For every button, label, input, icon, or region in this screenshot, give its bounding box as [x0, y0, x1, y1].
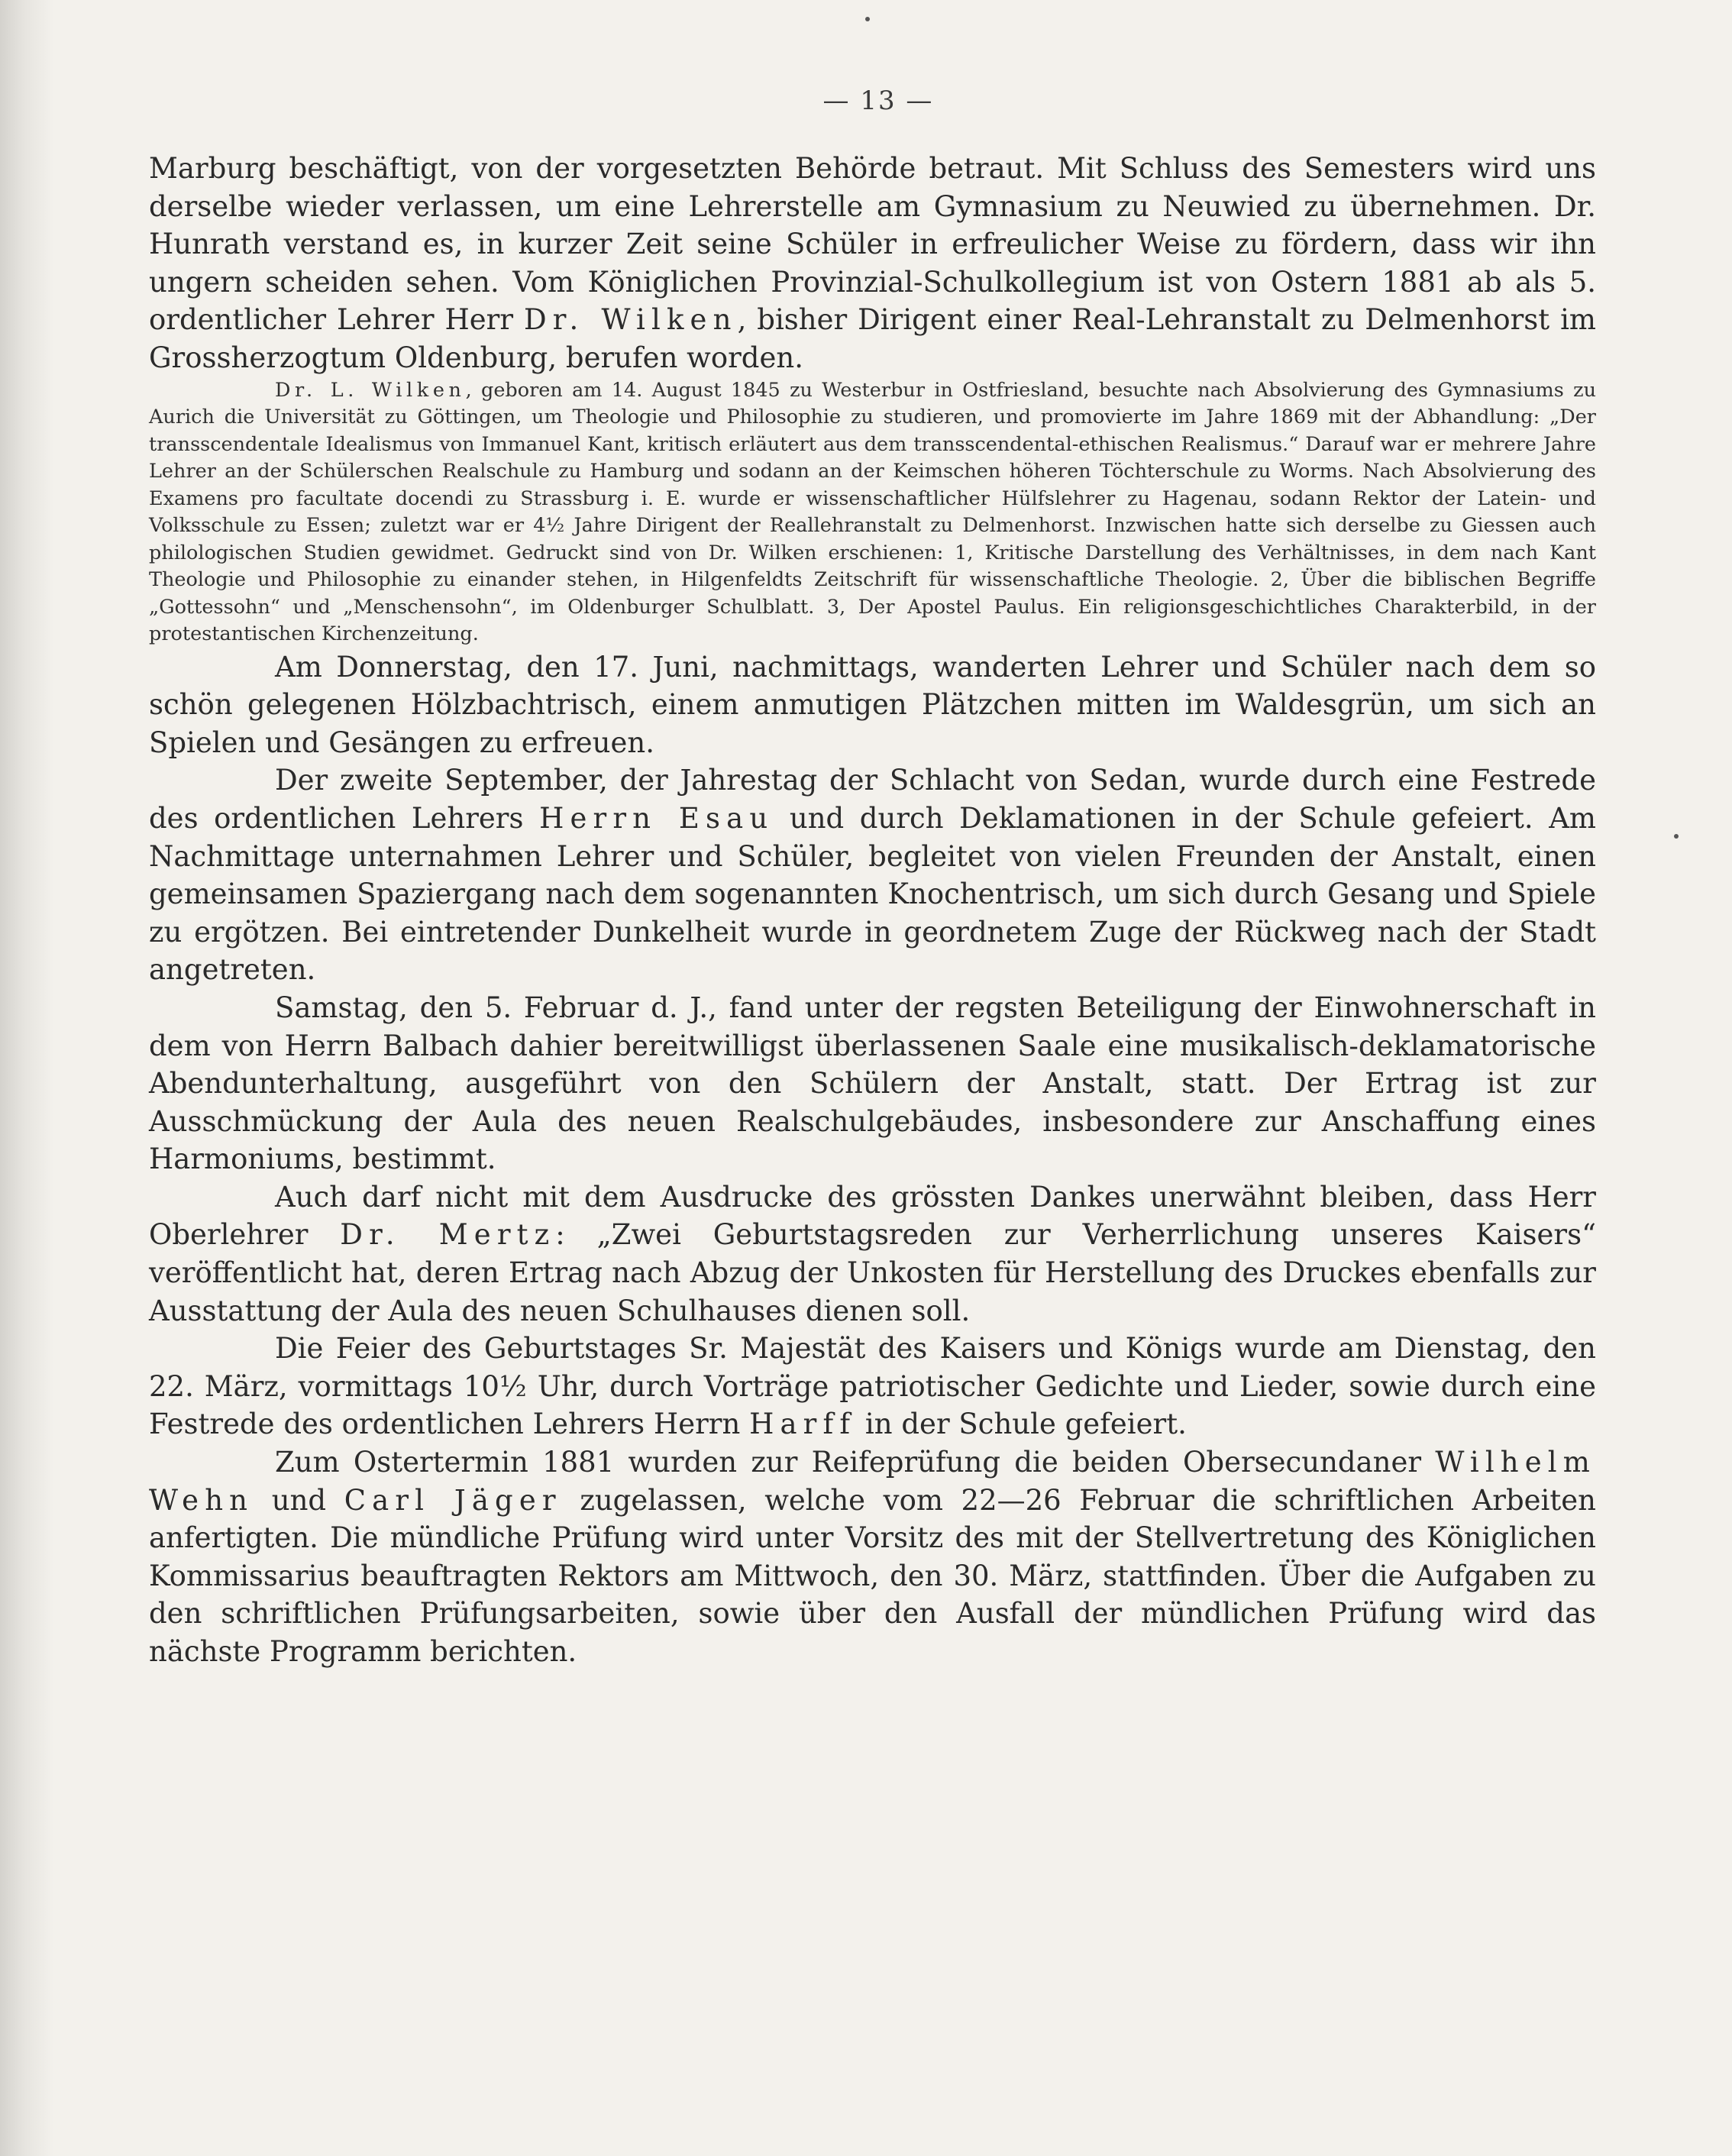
page-number: — 13 — — [822, 86, 934, 116]
ink-speck — [1674, 834, 1679, 839]
paragraph-reifepruefung: Zum Ostertermin 1881 wurden zur Reifeprüfung die beiden Obersecundaner Wilhelm Wehn und Carl Jäger zugelassen, welche vom 22—26 Februar die schriftlichen Arbeiten anfertigten. Die mündliche Prüfung wird unter Vorsitz des mit der Stellvertretung des Königlichen Kommissarius beauftragten Rektors am Mittwoch, den 30. März, stattfinden. Über die Aufgaben zu den schriftlichen Prüfungsarbeiten, sowie über den Ausfall der mündlichen Prüfung wird das nächste Programm berichten. — [149, 1446, 1596, 1668]
paragraph-abendunterhaltung: Samstag, den 5. Februar d. J., fand unter der regsten Beteiligung der Einwohnerschaft in dem von Herrn Balbach dahier bereitwilligst überlassenen Saale eine musikalisch-deklamatorische Abendunterhaltung, ausgeführt von den Schülern der Anstalt, statt. Der Ertrag ist zur Ausschmückung der Aula des neuen Realschulgebäudes, insbesondere zur Anschaffung eines Harmoniums, bestimmt. — [149, 991, 1596, 1176]
ink-speck — [865, 17, 870, 21]
paragraph-geburtstagsreden: Auch darf nicht mit dem Ausdrucke des grössten Dankes unerwähnt bleiben, dass Herr Oberlehrer Dr. Mertz: „Zwei Geburtstagsreden zur Verherrlichung unseres Kaisers“ veröffentlicht hat, deren Ertrag nach Abzug der Unkosten für Herstellung des Druckes ebenfalls zur Ausstattung der Aula des neuen Schulhauses dienen soll. — [149, 1180, 1596, 1327]
person-name: Carl Jäger — [344, 1483, 562, 1517]
paragraph-donnerstag: Am Donnerstag, den 17. Juni, nachmittags, wanderten Lehrer und Schüler nach dem so schön gelegenen Hölzbachtrisch, einem anmutigen Plätzchen mitten im Waldesgrün, um sich an Spielen und Gesängen zu erfreuen. — [149, 650, 1596, 759]
person-name: Wilhelm Wehn — [149, 1446, 1596, 1517]
person-name: Dr. Wilken — [523, 303, 738, 337]
paragraph-kaisers-geburtstag: Die Feier des Geburtstages Sr. Majestät des Kaisers und Königs wurde am Dienstag, den 22. März, vormittags 10½ Uhr, durch Vorträge patriotischer Gedichte und Lieder, sowie durch eine Festrede des ordentlichen Lehrers Herrn Harff in der Schule gefeiert. — [149, 1332, 1596, 1441]
person-name: Dr. L. Wilken — [275, 378, 466, 402]
person-name: Dr. Mertz — [340, 1218, 556, 1252]
page-body — [149, 150, 1596, 1671]
person-name: Harff — [749, 1408, 857, 1441]
paragraph-sedan: Der zweite September, der Jahrestag der Schlacht von Sedan, wurde durch eine Festrede des ordentlichen Lehrers Herrn Esau und durch Deklamationen in der Schule gefeiert. Am Nachmittage unternahmen Lehrer und Schüler, begleitet von vielen Freunden der Anstalt, einen gemeinsamen Spaziergang nach dem sogenannten Knochentrisch, um sich durch Gesang und Spiele zu ergötzen. Bei eintretender Dunkelheit wurde in geordnetem Zuge der Rückweg nach der Stadt angetreten. — [149, 764, 1596, 987]
scan-edge-shadow — [0, 0, 53, 2156]
footnote-wilken: Dr. L. Wilken, geboren am 14. August 1845 zu Westerbur in Ostfriesland, besuchte nach Absolvierung des Gymnasiums zu Aurich die Universität zu Göttingen, um Theologie und Philosophie zu studieren, und promovierte im Jahre 1869 mit der Abhandlung: „Der transscendentale Idealismus von Immanuel Kant, kritisch erläutert aus dem transscendental-ethischen Realismus.“ Darauf war er mehrere Jahre Lehrer an der Schülerschen Realschule zu Hamburg und sodann an der Keimschen höheren Töchterschule zu Worms. Nach Absolvierung des Examens pro facultate docendi zu Strassburg i. E. wurde er wissenschaftlicher Hülfslehrer zu Hagenau, sodann Rektor der Latein- und Volksschule zu Essen; zuletzt war er 4½ Jahre Dirigent der Reallehranstalt zu Delmenhorst. Inzwischen hatte sich derselbe zu Giessen auch philologischen Studien gewidmet. Gedruckt sind von Dr. Wilken erschienen: 1, Kritische Darstellung des Verhältnisses, in dem nach Kant Theologie und Philosophie zu einander stehen, in Hilgenfeldts Zeitschrift für wissenschaftliche Theologie. 2, Über die biblischen Begriffe „Gottessohn“ und „Menschensohn“, im Oldenburger Schulblatt. 3, Der Apostel Paulus. Ein religionsgeschichtliches Charakterbild, in der protestantischen Kirchenzeitung. — [149, 378, 1596, 646]
paragraph-marburg: Marburg beschäftigt, von der vorgesetzten Behörde betraut. Mit Schluss des Semesters wird uns derselbe wieder verlassen, um eine Lehrerstelle am Gymnasium zu Neuwied zu übernehmen. Dr. Hunrath verstand es, in kurzer Zeit seine Schüler in erfreulicher Weise zu fördern, dass wir ihn ungern scheiden sehen. Vom Königlichen Provinzial-Schulkollegium ist von Ostern 1881 ab als 5. ordentlicher Lehrer Herr Dr. Wilken, bisher Dirigent einer Real-Lehranstalt zu Delmenhorst im Grossherzogtum Oldenburg, berufen worden. — [149, 152, 1597, 374]
person-name: Herrn Esau — [539, 801, 774, 835]
